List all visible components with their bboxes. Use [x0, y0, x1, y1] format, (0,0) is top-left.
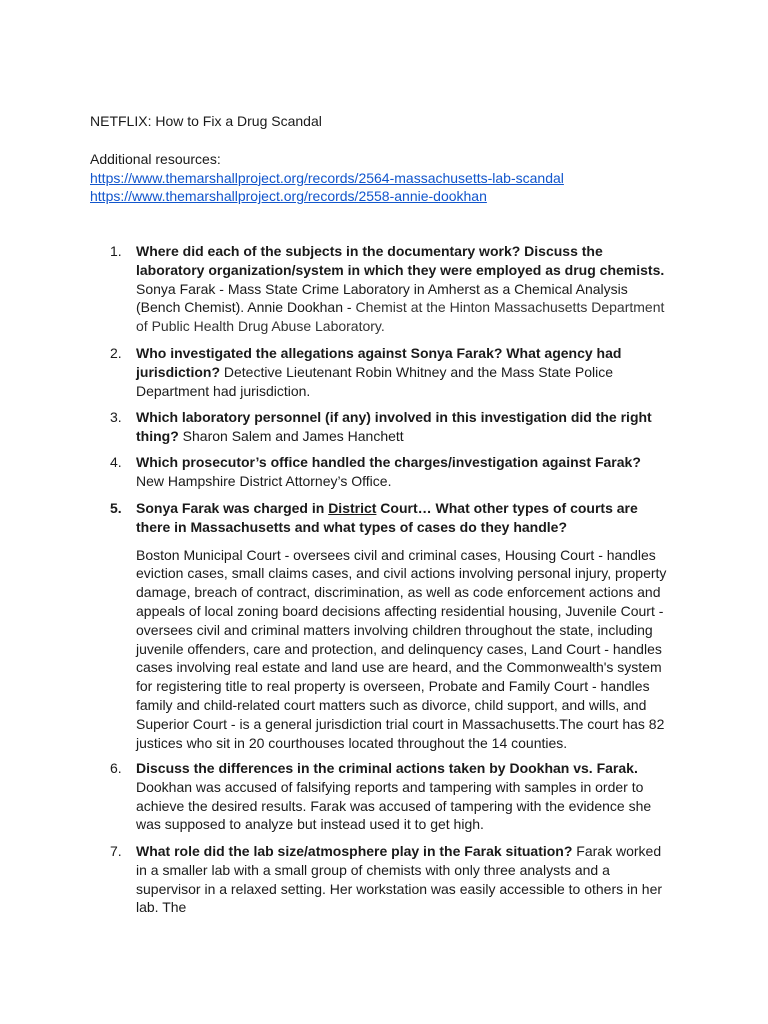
question-2	[110, 344, 670, 400]
question-text: Sonya Farak was charged in District Court… What other types of courts are there in Massachusetts and what types of cases do they handle?	[136, 500, 638, 535]
answer-text: Sonya Farak - Mass State Crime Laboratory in Amherst as a Chemical Analysis (Bench Chemist). Annie Dookhan -	[136, 280, 628, 316]
answer-text: Sharon Salem and James Hanchett	[178, 427, 404, 444]
question-3	[110, 408, 670, 446]
question-text: Which laboratory personnel (if any) involved in this investigation did the right thing?	[136, 409, 652, 444]
question-7	[110, 842, 670, 917]
question-number: 3.	[110, 409, 122, 425]
resource-link-2[interactable]: https://www.themarshallproject.org/records/2558-annie-dookhan	[90, 188, 487, 204]
question-6	[110, 759, 670, 834]
question-4	[110, 453, 670, 491]
answer-text: Boston Municipal Court - oversees civil and criminal cases, Housing Court - handles eviction cases, small claims cases, and civil actions involving personal injury, property damage, breach of contract, discrimination, as well as code enforcement actions and appeals of local zoning board decisions affecting residential housing, Juvenile Court - oversees civil and criminal matters involving children throughout the state, including juvenile offenders, care and protection, and delinquency cases, Land Court - handles cases involving real estate and land use are heard, and the Commonwealth's system for registering title to real property is overseen, Probate and Family Court - handles family and child-related court matters such as divorce, child support, and wills, and Superior Court - is a general jurisdiction trial court in Massachusetts.The court has 82 justices who sit in 20 courthouses located throughout the 14 counties.	[136, 546, 667, 751]
resource-link-1[interactable]: https://www.themarshallproject.org/records/2564-massachusetts-lab-scandal	[90, 169, 564, 186]
answer-text: Farak worked in a smaller lab with a small group of chemists with only three analysts and a supervisor in a relaxed setting. Her workstation was easily accessible to others in her lab. The	[136, 843, 663, 916]
answer-text: New Hampshire District Attorney’s Office.	[136, 472, 392, 489]
question-number: 6.	[110, 760, 122, 776]
question-5	[110, 499, 670, 752]
question-number: 7.	[110, 843, 122, 859]
answer-text: Detective Lieutenant Robin Whitney and the Mass State Police Department had jurisdiction.	[136, 363, 613, 399]
question-text: Discuss the differences in the criminal actions taken by Dookhan vs. Farak.	[136, 760, 638, 776]
question-text: What role did the lab size/atmosphere play in the Farak situation?	[136, 843, 573, 859]
question-text: Who investigated the allegations against Sonya Farak? What agency had jurisdiction?	[136, 345, 622, 380]
question-number: 4.	[110, 454, 122, 470]
answer-text-continued: Chemist at the Hinton Massachusetts Department of Public Health Drug Abuse Laboratory.	[136, 299, 665, 335]
resources-block	[90, 150, 564, 206]
question-text: Which prosecutor’s office handled the charges/investigation against Farak?	[136, 454, 641, 470]
answer-text: Dookhan was accused of falsifying reports and tampering with samples in order to achieve the desired results. Farak was accused of tampering with the evidence she was supposed to analyze but instead used it to get high.	[136, 778, 652, 833]
question-text: Where did each of the subjects in the documentary work? Discuss the laboratory organization/system in which they were employed as drug chemists.	[136, 243, 665, 278]
resources-label: Additional resources:	[90, 151, 221, 167]
question-number: 1.	[110, 243, 122, 259]
question-1	[110, 242, 670, 336]
question-number: 5.	[110, 500, 122, 516]
document-title: NETFLIX: How to Fix a Drug Scandal	[90, 113, 322, 129]
question-number: 2.	[110, 345, 122, 361]
